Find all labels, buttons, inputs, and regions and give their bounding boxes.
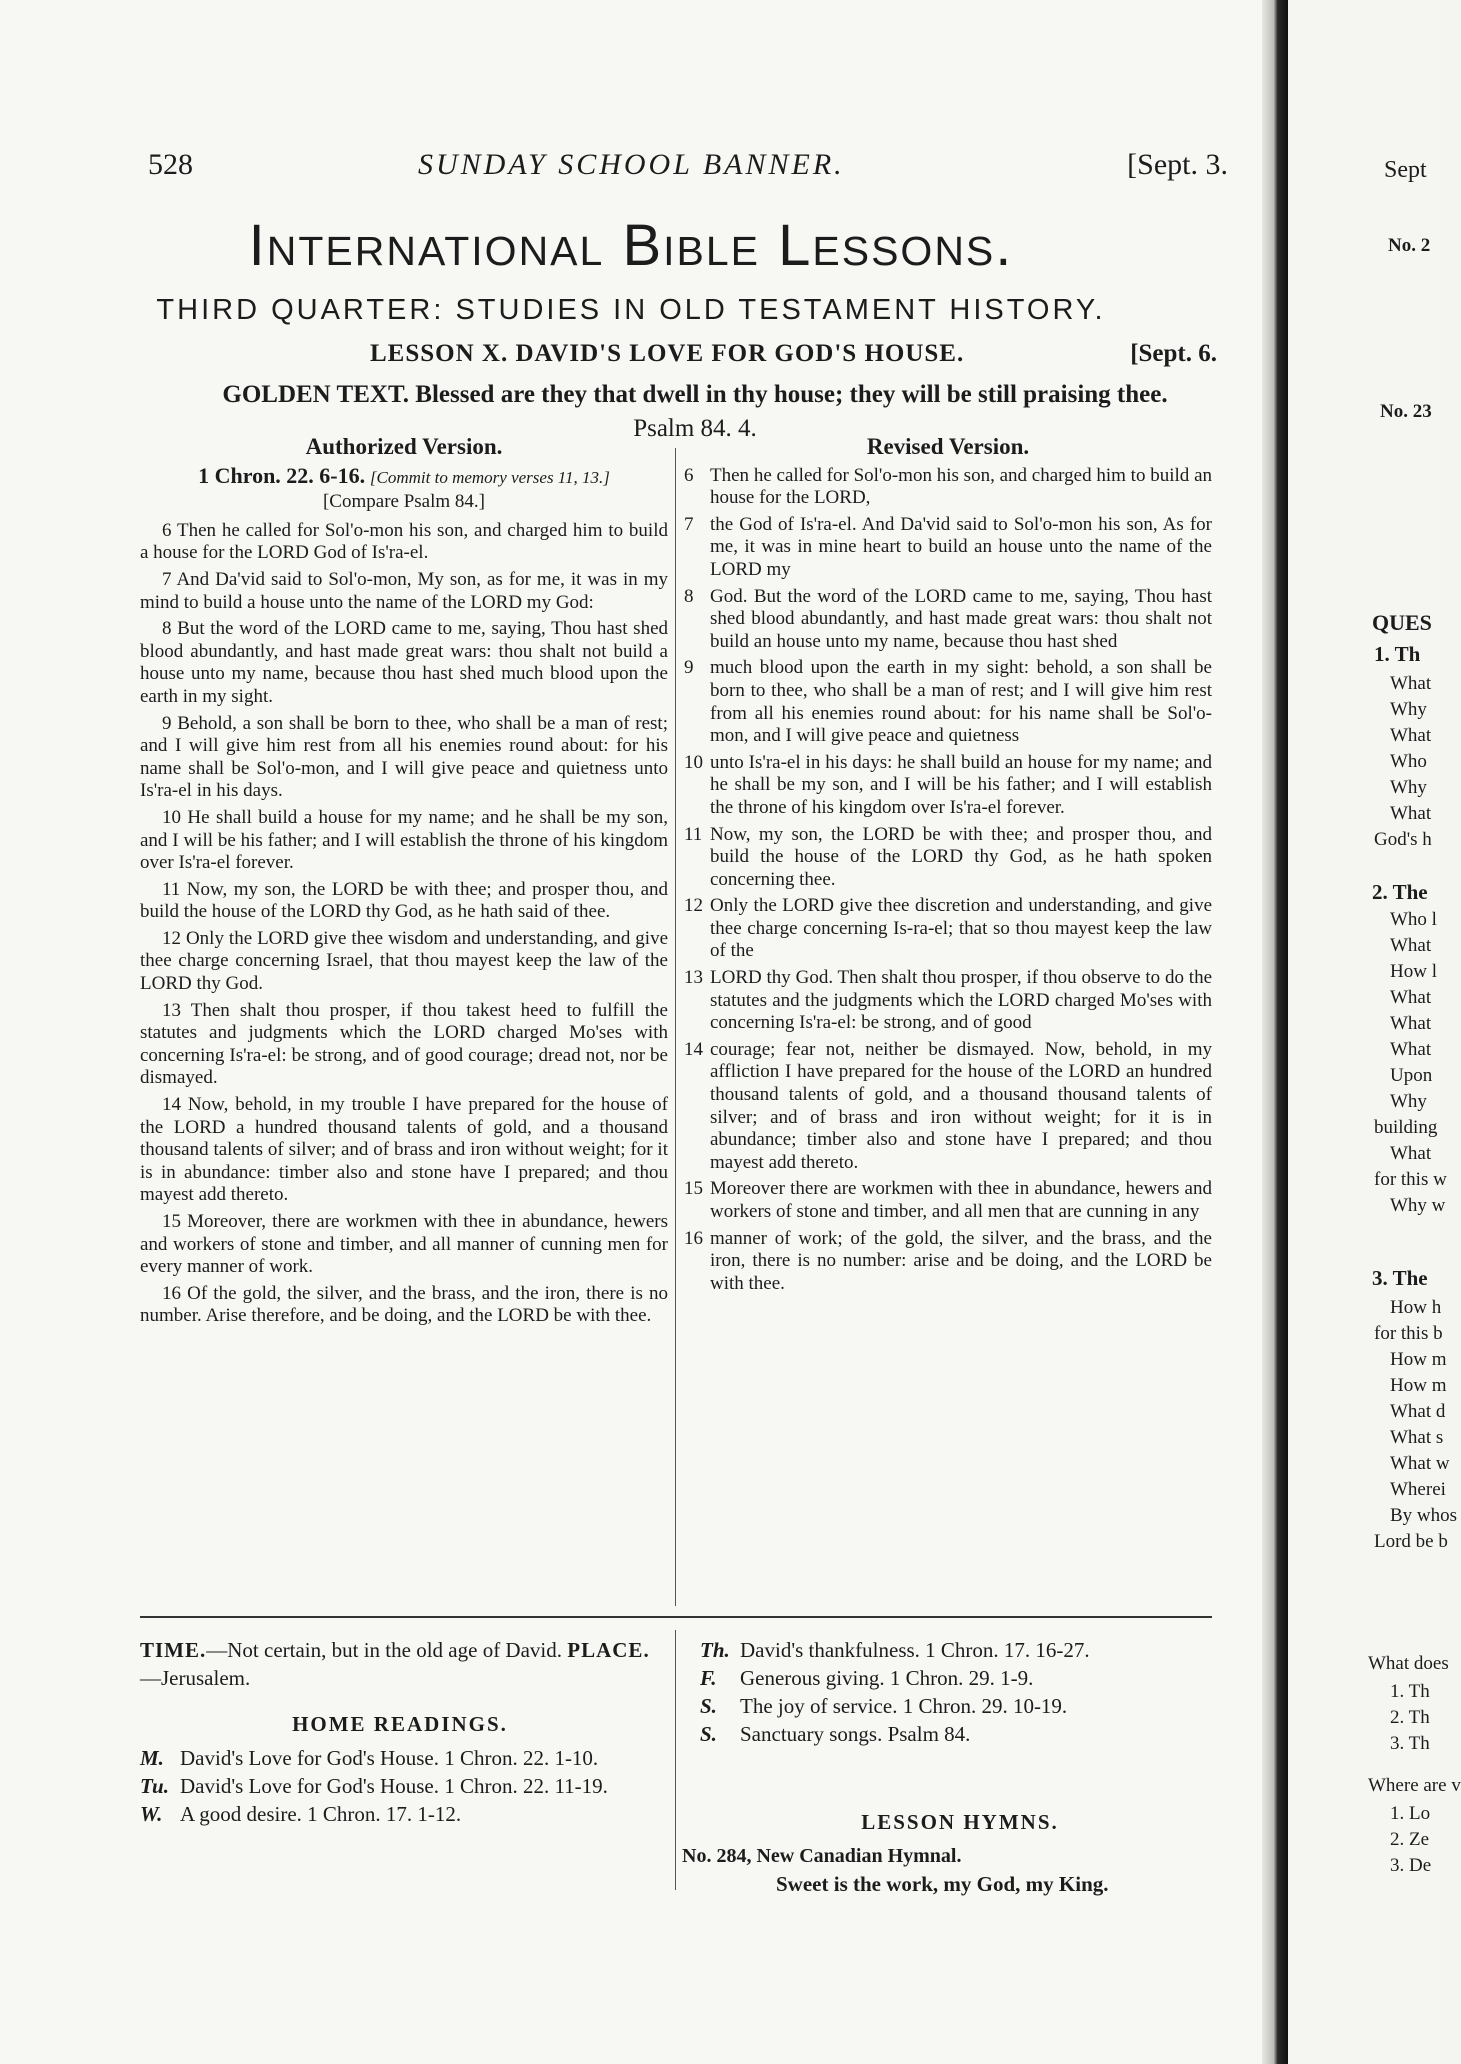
adjacent-text: 3. The xyxy=(1372,1266,1428,1290)
verse: 16 Of the gold, the silver, and the brass, and the iron, there is no number. Arise therefore, and be doing, and the LORD be with thee. xyxy=(140,1282,668,1327)
authorized-version-column xyxy=(140,436,668,1332)
adjacent-text: What xyxy=(1390,987,1432,1008)
golden-text-ref: Psalm 84. 4. xyxy=(633,415,757,442)
verse xyxy=(684,1039,1212,1175)
scripture-reference: 1 Chron. 22. 6-16. xyxy=(198,462,366,488)
adjacent-text: What xyxy=(1390,803,1432,824)
reading-item xyxy=(700,1692,1220,1720)
adjacent-text: 3. De xyxy=(1390,1855,1432,1876)
adjacent-text: How m xyxy=(1390,1349,1447,1370)
running-date: [Sept. 3. xyxy=(1127,148,1228,181)
verse: 6 Then he called for Sol'o-mon his son, and charged him to build a house for the LORD God of Is'ra-el. xyxy=(140,519,668,564)
adjacent-text: Where are v xyxy=(1368,1775,1461,1796)
adjacent-text: 3. Th xyxy=(1390,1733,1430,1754)
verse xyxy=(684,1178,1212,1223)
verse: 9 Behold, a son shall be born to thee, who shall be a man of rest; and I will give him rest from all his enemies round about: for his name shall be Sol'o-mon, and I will give peace and quietness unto Is'ra-el in his days. xyxy=(140,712,668,802)
verse xyxy=(684,824,1212,892)
adjacent-page-edge xyxy=(1288,0,1461,2064)
verse: 7 And Da'vid said to Sol'o-mon, My son, as for me, it was in my mind to build a house unto the name of the LORD my God: xyxy=(140,568,668,613)
revised-version-column xyxy=(684,436,1212,1299)
verse-text: courage; fear not, neither be dismayed. Now, behold, in my affliction I have prepared for the house of the LORD an hundred thousand talents of gold, and a thousand thousand talents of silver; and of brass and iron without weight; for it is in abundance; timber also and stone have I prepared; and thou mayest add thereto. xyxy=(710,1038,1212,1173)
reading-text: The joy of service. 1 Chron. 29. 10-19. xyxy=(740,1694,1068,1718)
golden-text-label: GOLDEN TEXT. xyxy=(222,381,410,408)
verse-number: 9 xyxy=(684,657,694,679)
reading-item xyxy=(140,1800,660,1828)
adjacent-text: 1. Th xyxy=(1374,642,1421,666)
place-text: —Jerusalem. xyxy=(140,1666,251,1690)
adjacent-text: 1. Lo xyxy=(1390,1803,1431,1824)
verse xyxy=(684,657,1212,747)
adjacent-text: Sept xyxy=(1384,157,1427,183)
adjacent-text: Why xyxy=(1390,699,1427,720)
adjacent-text: What does xyxy=(1368,1653,1449,1674)
reading-day: W. xyxy=(140,1802,163,1826)
running-header xyxy=(148,148,1228,188)
compare-note: [Compare Psalm 84.] xyxy=(322,491,485,513)
lesson-heading: LESSON X. DAVID'S LOVE FOR GOD'S HOUSE. xyxy=(370,340,965,367)
adjacent-text: How l xyxy=(1390,961,1437,982)
verse-text: much blood upon the earth in my sight: behold, a son shall be born to thee, who shall be a man of rest; and I will give him rest from all his enemies round about: for his name shall be Sol'o-mon, and I will give peace and quietness xyxy=(710,657,1212,747)
verse-text: the God of Is'ra-el. And Da'vid said to Sol'o-mon his son, As for me, it was in mine heart to build an house unto the name of the LORD my xyxy=(710,513,1212,580)
adjacent-text: 1. Th xyxy=(1390,1681,1430,1702)
adjacent-text: How h xyxy=(1390,1297,1442,1318)
commit-note: [Commit to memory verses 11, 13.] xyxy=(369,467,610,487)
page-title: International Bible Lessons. xyxy=(248,213,1014,278)
verse xyxy=(684,586,1212,654)
verse-number: 6 xyxy=(684,464,694,486)
adjacent-text: No. 2 xyxy=(1388,235,1431,256)
verse: 14 Now, behold, in my trouble I have prepared for the house of the LORD a hundred thousand talents of gold, and a thousand thousand talents of silver; and of brass and iron without weight; for it is in abundance: timber also and stone have I prepared; and thou mayest add thereto. xyxy=(140,1094,668,1206)
adjacent-text: What xyxy=(1390,1013,1432,1034)
adjacent-text: What w xyxy=(1390,1453,1450,1474)
hymn-first-line: Sweet is the work, my God, my King. xyxy=(776,1872,1109,1896)
verse xyxy=(684,895,1212,963)
bottom-column-divider xyxy=(675,1630,676,1890)
reading-day: S. xyxy=(700,1722,717,1746)
adjacent-text: Who l xyxy=(1390,909,1437,930)
verse: 10 He shall build a house for my name; and he shall be my son, and I will be his father; and I will establish the throne of his kingdom over Is'ra-el forever. xyxy=(140,806,668,874)
adjacent-text: By whos xyxy=(1390,1505,1458,1526)
verse: 8 But the word of the LORD came to me, saying, Thou hast shed blood abundantly, and hast made great wars: thou shalt not build a house unto my name, because thou hast shed much blood upon the earth in my sight. xyxy=(140,618,668,707)
adjacent-text: 2. The xyxy=(1372,880,1428,904)
time-place-and-readings xyxy=(140,1636,660,1828)
reading-text: Sanctuary songs. Psalm 84. xyxy=(740,1722,971,1746)
reading-item xyxy=(700,1664,1220,1692)
time-place xyxy=(140,1636,660,1692)
page-number: 528 xyxy=(148,148,193,181)
verse-number: 11 xyxy=(684,823,703,845)
adjacent-text: What s xyxy=(1390,1427,1444,1448)
adjacent-text: Why xyxy=(1390,777,1427,798)
reading-text: David's Love for God's House. 1 Chron. 22. 11-19. xyxy=(180,1774,608,1798)
adjacent-text: God's h xyxy=(1374,829,1432,850)
verse xyxy=(684,465,1212,510)
adjacent-text: 2. Th xyxy=(1390,1707,1430,1728)
adjacent-text: What xyxy=(1390,1143,1432,1164)
adjacent-text: What xyxy=(1390,935,1432,956)
reading-day: Tu. xyxy=(140,1774,169,1798)
verse-number: 13 xyxy=(684,967,703,989)
adjacent-text: Why w xyxy=(1390,1195,1446,1216)
verse-text: manner of work; of the gold, the silver, and the brass, and the iron, there is no number: arise and be doing, and the LORD be with thee. xyxy=(710,1227,1212,1294)
adjacent-text: QUES xyxy=(1372,610,1432,635)
reading-text: David's Love for God's House. 1 Chron. 22. 1-10. xyxy=(180,1746,599,1770)
adjacent-text: What xyxy=(1390,673,1432,694)
reading-item xyxy=(140,1772,660,1800)
verse-text: Now, my son, the LORD be with thee; and prosper thou, and build the house of the LORD thy God, as he hath spoken concerning thee. xyxy=(710,823,1212,890)
verse xyxy=(684,514,1212,582)
time-text: —Not certain, but in the old age of David. xyxy=(206,1638,563,1662)
reading-text: David's thankfulness. 1 Chron. 17. 16-27. xyxy=(740,1638,1090,1662)
authorized-verses xyxy=(140,520,668,1328)
adjacent-text: Who xyxy=(1390,751,1427,772)
book-gutter xyxy=(1262,0,1288,2064)
reading-item xyxy=(140,1744,660,1772)
adjacent-text: Why xyxy=(1390,1091,1427,1112)
verse-number: 8 xyxy=(684,585,694,607)
golden-text-body: Blessed are they that dwell in thy house; they will be still praising thee. xyxy=(415,381,1168,408)
verse-text: God. But the word of the LORD came to me, saying, Thou hast shed blood abundantly, and hast made great wars: thou shalt not build an house unto my name, because thou hast shed xyxy=(710,585,1212,652)
verse-number: 14 xyxy=(684,1038,703,1060)
adjacent-text: No. 23 xyxy=(1380,401,1432,422)
reading-day: M. xyxy=(140,1746,164,1770)
verse-number: 12 xyxy=(684,895,703,917)
place-label: PLACE. xyxy=(567,1638,650,1662)
adjacent-text: Upon xyxy=(1390,1065,1433,1086)
adjacent-text: Wherei xyxy=(1390,1479,1446,1500)
page-subtitle: THIRD QUARTER: STUDIES IN OLD TESTAMENT HISTORY. xyxy=(156,294,1106,326)
verse: 11 Now, my son, the LORD be with thee; and prosper thou, and build the house of the LORD thy God, as he hath said of thee. xyxy=(140,878,668,923)
reading-item xyxy=(700,1636,1220,1664)
reading-day: S. xyxy=(700,1694,717,1718)
adjacent-text: for this b xyxy=(1374,1323,1443,1344)
adjacent-text: How m xyxy=(1390,1375,1447,1396)
verse-number: 10 xyxy=(684,751,703,773)
home-readings-title: HOME READINGS. xyxy=(292,1712,508,1736)
adjacent-text: What d xyxy=(1390,1401,1446,1422)
section-rule xyxy=(140,1616,1212,1618)
lesson-date: [Sept. 6. xyxy=(1130,340,1217,367)
verse-text: Then he called for Sol'o-mon his son, and charged him to build an house for the LORD, xyxy=(710,464,1212,509)
lesson-hymns-title: LESSON HYMNS. xyxy=(861,1810,1059,1834)
scripture-reference-line xyxy=(140,462,668,490)
authorized-version-heading: Authorized Version. xyxy=(305,434,503,459)
reading-day: Th. xyxy=(700,1638,730,1662)
column-divider xyxy=(675,448,676,1606)
readings-and-hymns xyxy=(682,1636,1220,1898)
verse xyxy=(684,752,1212,820)
verse-number: 16 xyxy=(684,1227,703,1249)
adjacent-text: What xyxy=(1390,1039,1432,1060)
verse xyxy=(684,1228,1212,1296)
verse-number: 7 xyxy=(684,513,694,535)
verse-number: 15 xyxy=(684,1178,703,1200)
hymn-number: No. 284, New Canadian Hymnal. xyxy=(682,1845,962,1867)
running-title: SUNDAY SCHOOL BANNER. xyxy=(418,148,845,181)
time-label: TIME. xyxy=(140,1638,207,1662)
adjacent-text: Lord be b xyxy=(1374,1531,1448,1552)
reading-day: F. xyxy=(700,1666,717,1690)
adjacent-text: for this w xyxy=(1374,1169,1447,1190)
verse-text: Only the LORD give thee discretion and understanding, and give thee charge concerning Is-ra-el; that so thou mayest keep the law of the xyxy=(710,895,1212,962)
verse xyxy=(684,967,1212,1035)
verse-text: Moreover there are workmen with thee in abundance, hewers and workers of stone and timber, and all men that are cunning in any xyxy=(710,1178,1212,1222)
verse-text: unto Is'ra-el in his days: he shall build an house for my name; and he shall be my son, and I will be his father; and I will establish the throne of his kingdom over Is'ra-el forever. xyxy=(710,751,1212,818)
verse: 13 Then shalt thou prosper, if thou takest heed to fulfill the statutes and judgments which the LORD charged Mo'ses with concerning Is'ra-el: be strong, and of good courage; dread not, nor be dismayed. xyxy=(140,999,668,1089)
reading-text: A good desire. 1 Chron. 17. 1-12. xyxy=(180,1802,462,1826)
adjacent-text: What xyxy=(1390,725,1432,746)
verse-text: LORD thy God. Then shalt thou prosper, if thou observe to do the statutes and the judgments which the LORD charged Mo'ses with concerning Is'ra-el: be strong, and of good xyxy=(710,967,1212,1034)
adjacent-text: 2. Ze xyxy=(1390,1829,1430,1850)
revised-version-heading: Revised Version. xyxy=(866,434,1030,459)
reading-item xyxy=(700,1720,1220,1748)
reading-text: Generous giving. 1 Chron. 29. 1-9. xyxy=(740,1666,1034,1690)
verse: 12 Only the LORD give thee wisdom and understanding, and give thee charge concerning Israel, that thou mayest keep the law of the LORD thy God. xyxy=(140,927,668,995)
verse: 15 Moreover, there are workmen with thee in abundance, hewers and workers of stone and timber, and all manner of cunning men for every manner of work. xyxy=(140,1211,668,1278)
adjacent-text: building xyxy=(1374,1117,1438,1138)
